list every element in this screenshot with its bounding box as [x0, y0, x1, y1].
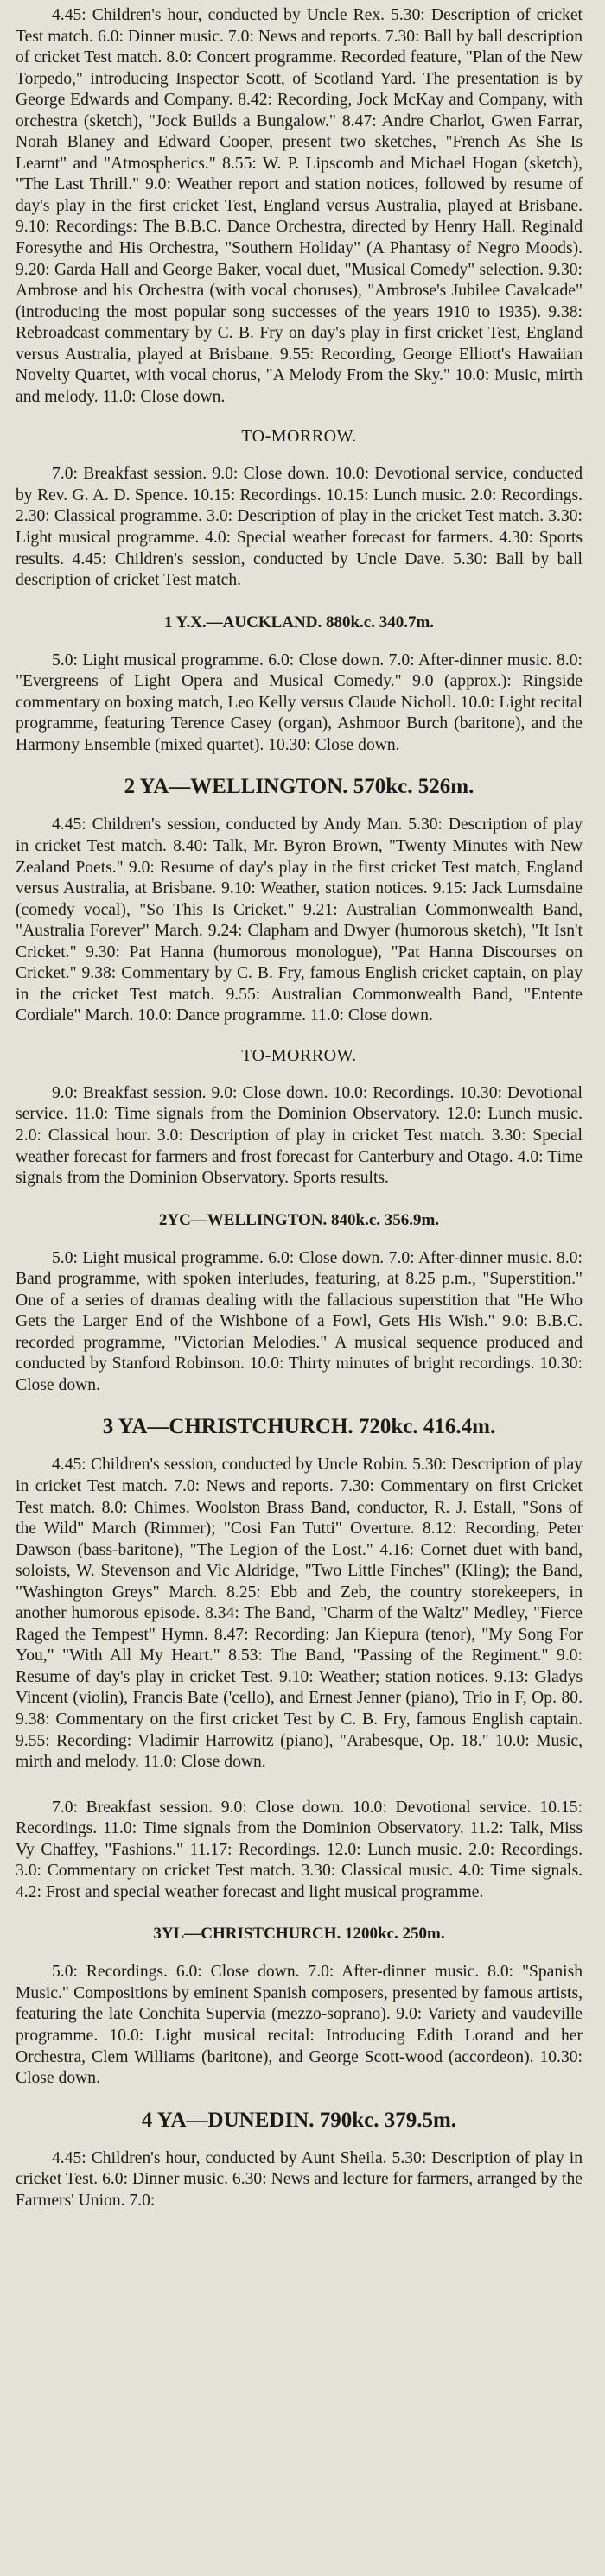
station-heading-3yl-christchurch: 3YL—CHRISTCHURCH. 1200kc. 250m. [153, 1925, 445, 1944]
2ya-tomorrow-programme: 9.0: Breakfast session. 9.0: Close down. 10.0: Recordings. 10.30: Devotional service. 11.0: Time signals from the Dominion Observatory. 12.0: Lunch music. 2.0: Classical hour. 3.0: Description of play in cricket Test match. 3.30: Special weather forecast for farmers and frost forecast for Canterbury and Otago. 4.0: Time signals from the Dominion Observatory. Sports results. [16, 1083, 583, 1188]
3yl-programme: 5.0: Recordings. 6.0: Close down. 7.0: After-dinner music. 8.0: "Spanish Music." Compositions by eminent Spanish composers, presented by famous artists, featuring the late Conchita Supervia (mezzo-soprano). 9.0: Variety and vaudeville programme. 10.0: Light musical recital: Introducing Edith Lorand and her Orchestra, Clem Williams (baritone), and George Scott-wood (accordeon). 10.30: Close down. [16, 1963, 583, 2088]
station-heading-2ya-wellington: 2 YA—WELLINGTON. 570kc. 526m. [124, 775, 474, 799]
station-heading-3ya-christchurch: 3 YA—CHRISTCHURCH. 720kc. 416.4m. [102, 1415, 496, 1439]
4ya-programme: 4.45: Children's hour, conducted by Aunt Sheila. 5.30: Description of play in cricket Test. 6.0: Dinner music. 6.30: News and lecture for farmers, arranged by the Farmers' Union. 7.0: [16, 2148, 583, 2210]
section-gap [16, 1773, 583, 1798]
2ya-programme: 4.45: Children's session, conducted by Andy Man. 5.30: Description of play in cricket Test match. 8.40: Talk, Mr. Byron Brown, "Twenty Minutes with New Zealand Poets." 9.0: Resume of day's play in the first cricket Test match, England versus Australia, at Brisbane. 9.10: Weather, station notices. 9.15: Jack Lumsdaine (comedy vocal), "So This Is Cricket." 9.21: Australian Commonwealth Band, "Australia Forever" March. 9.24: Clapham and Dwyer (humorous sketch), "It Isn't Cricket." 9.30: Pat Hanna (humorous monologue), "Pat Hanna Discourses on Cricket." 9.38: Commentary by C. B. Fry, famous English cricket captain, on play in the cricket Test match. 9.55: Australian Commonwealth Band, "Entente Cordiale" March. 10.0: Dance programme. 11.0: Close down. [16, 815, 583, 1025]
2yc-programme: 5.0: Light musical programme. 6.0: Close down. 7.0: After-dinner music. 8.0: Band programme, with spoken interludes, featuring, at 8.25 p.m., "Superstition." One of a series of dramas dealing with the fallacious superstition that "He Who Gets the Larger End of the Wishbone of a Fowl, Gets His Wish." 9.0: B.B.C. recorded programme, "Victorian Melodies." A musical sequence produced and conducted by Stanford Robinson. 10.0: Thirty minutes of bright recordings. 10.30: Close down. [16, 1248, 583, 1394]
3ya-programme: 4.45: Children's session, conducted by Uncle Robin. 5.30: Description of play in cricket Test match. 7.0: News and reports. 7.30: Commentary on first Cricket Test match. 8.0: Chimes. Woolston Brass Band, conductor, R. J. Estall, "Sons of the Wild" March (Rimmer); "Cosi Fan Tutti" Overture. 8.12: Recording, Peter Dawson (bass-baritone), "The Legion of the Lost." 4.16: Cornet duet with band, soloists, W. Stevenson and Vic Aldridge, "Two Little Finches" (Kling); the Band, "Washington Greys" March. 8.25: Ebb and Zeb, the country storekeepers, in another humorous episode. 8.34: The Band, "Charm of the Waltz" Medley, "Fierce Raged the Tempest" Hymn. 8.47: Recording: Jan Kiepura (tenor), "My Song For You," "With All My Heart." 8.53: The Band, "Passing of the Regiment." 9.0: Resume of day's play in cricket Test. 9.10: Weather; station notices. 9.13: Gladys Vincent (violin), Francis Bate ('cello), and Ernest Jenner (piano), Trio in F, Op. 80. 9.38: Commentary on the first cricket Test by C. B. Fry, famous English captain. 9.55: Recording: Vladimir Harrowitz (piano), "Arabesque, Op. 18." 10.0: Music, mirth and melody. 11.0: Close down. [16, 1456, 583, 1772]
tomorrow-heading: TO-MORROW. [241, 427, 357, 447]
3ya-tomorrow-programme: 7.0: Breakfast session. 9.0: Close down. 10.0: Devotional service. 10.15: Recordings. 11.0: Time signals from the Dominion Observatory. 11.2: Talk, Miss Vy Chaffey, "Fashions." 11.17: Recordings. 12.0: Lunch music. 2.0: Recordings. 3.0: Commentary on cricket Test match. 3.30: Classical music. 4.0: Time signals. 4.2: Frost and special weather forecast and light musical programme. [16, 1798, 583, 1901]
tomorrow-heading: TO-MORROW. [241, 1045, 357, 1065]
station-heading-1yx-auckland: 1 Y.X.—AUCKLAND. 880k.c. 340.7m. [163, 612, 435, 631]
station-heading-2yc-wellington: 2YC—WELLINGTON. 840k.c. 356.9m. [158, 1210, 440, 1229]
4ya-tomorrow-programme: 7.0: Breakfast session. 9.0: Close down. 10.0: Devotional service, conducted by Rev. G. A. D. Spence. 10.15: Recordings. 10.15: Lunch music. 2.0: Recordings. 2.30: Classical programme. 3.0: Description of play in the cricket Test match. 3.30: Light musical programme. 4.0: Special weather forecast for farmers. 4.30: Sports results. 4.45: Children's session, conducted by Uncle Dave. 5.30: Ball by ball description of cricket Test match. [16, 465, 583, 590]
4ya-evening-programme: 4.45: Children's hour, conducted by Uncle Rex. 5.30: Description of cricket Test match. 6.0: Dinner music. 7.0: News and reports. 7.30: Ball by ball description of cricket Test match. 8.0: Concert programme. Recorded feature, "Plan of the New Torpedo," introducing Inspector Scott, of Scotland Yard. The presentation is by George Edwards and Company. 8.42: Recording, Jock McKay and Company, with orchestra (sketch), "Jock Builds a Bungalow." 8.47: Andre Charlot, Gwen Farrar, Norah Blaney and Edward Cooper, present two sketches, "French As She Is Learnt" and "Atmospherics." 8.55: W. P. Lipscomb and Michael Hogan (sketch), "The Last Thrill." 9.0: Weather report and station notices, followed by resume of day's play in the first cricket Test, England versus Australia, played at Brisbane. 9.10: Recordings: The B.B.C. Dance Orchestra, directed by Henry Hall. Reginald Foresythe and His Orchestra, "Southern Holiday" (A Phantasy of Negro Moods). 9.20: Garda Hall and George Baker, vocal duet, "Musical Comedy" selection. 9.30: Ambrose and his Orchestra (with vocal choruses), "Ambrose's Jubilee Cavalcade" (introducing the most popular song successes of the years 1910 to 1935). 9.38: Rebroadcast commentary by C. B. Fry on day's play in first cricket Test, England versus Australia, played at Brisbane. 9.55: Recording, George Elliott's Hawaiian Novelty Quartet, with vocal chorus, "A Melody From the Sky." 10.0: Music, mirth and melody. 11.0: Close down. [16, 6, 583, 406]
station-heading-4ya-dunedin: 4 YA—DUNEDIN. 790kc. 379.5m. [141, 2108, 457, 2132]
1yx-programme: 5.0: Light musical programme. 6.0: Close down. 7.0: After-dinner music. 8.0: "Evergreens of Light Opera and Musical Comedy." 9.0 (approx.): Ringside commentary on boxing match, Leo Kelly versus Claude Nicholl. 10.0: Light recital programme, featuring Terence Casey (organ), Ashmoor Burch (baritone), and the Harmony Ensemble (mixed quartet). 10.30: Close down. [16, 650, 583, 754]
